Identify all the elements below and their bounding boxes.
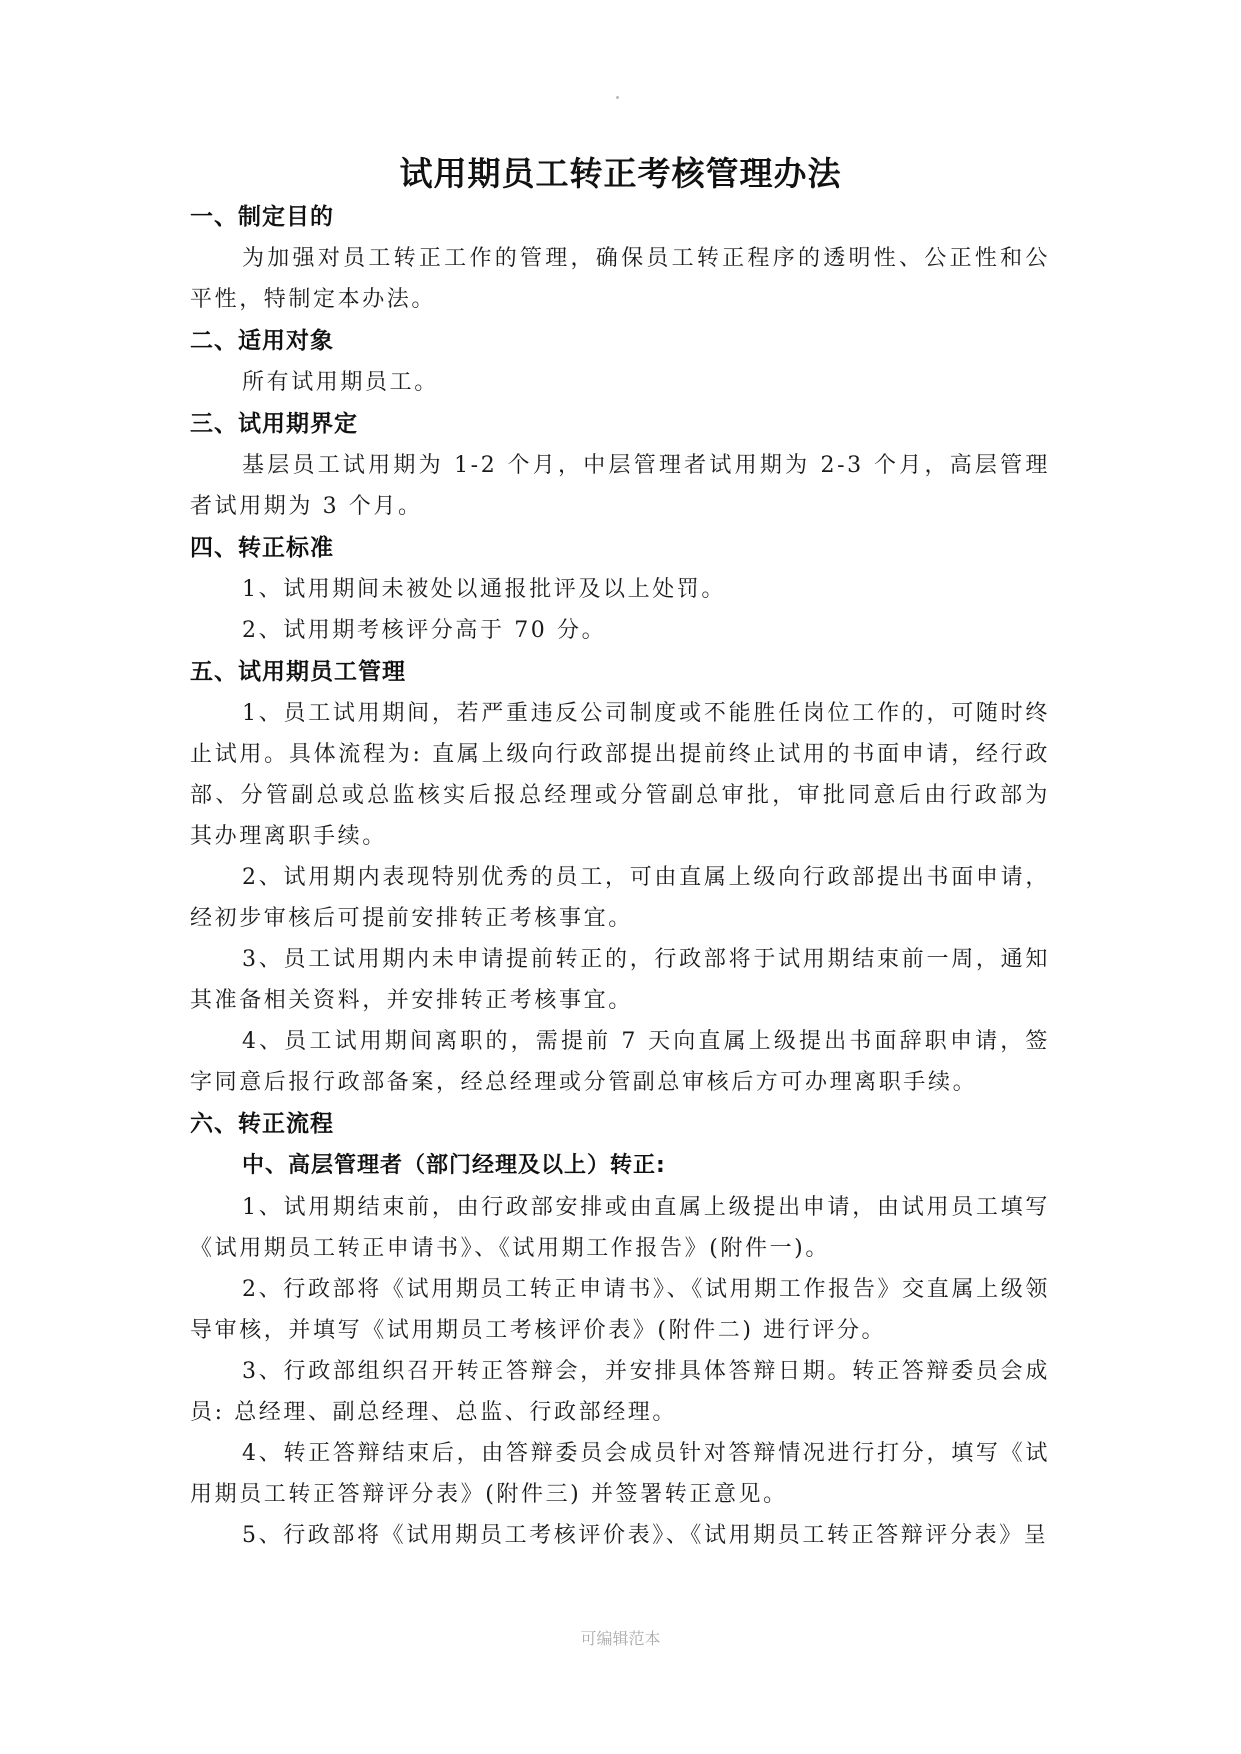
section-heading-management: 五、试用期员工管理 [190,659,406,685]
list-item: 1、员工试用期间，若严重违反公司制度或不能胜任岗位工作的，可随时终止试用。具体流程为: 直属上级向行政部提出提前终止试用的书面申请，经行政部、分管副总或总监核实后报总经理或分管副总审批，审批同意后由行政部为其办理离职手续。 [190,701,1050,849]
list-item: 2、试用期考核评分高于 70 分。 [242,618,607,643]
list-item: 2、试用期内表现特别优秀的员工，可由直属上级向行政部提出书面申请，经初步审核后可提前安排转正考核事宜。 [190,865,1050,931]
list-item: 1、试用期间未被处以通报批评及以上处罚。 [242,577,726,602]
list-item: 5、行政部将《试用期员工考核评价表》、《试用期员工转正答辩评分表》呈 [242,1523,1049,1548]
section-heading-scope: 二、适用对象 [190,328,334,354]
section-heading-criteria: 四、转正标准 [190,535,334,561]
subsection-heading: 中、高层管理者（部门经理及以上）转正: [242,1153,666,1178]
list-item: 2、行政部将《试用期员工转正申请书》、《试用期工作报告》交直属上级领导审核，并填写《试用期员工考核评价表》(附件二) 进行评分。 [190,1277,1050,1343]
section-heading-process: 六、转正流程 [190,1111,334,1137]
section-heading-probation-period: 三、试用期界定 [190,411,358,437]
paragraph: 基层员工试用期为 1-2 个月，中层管理者试用期为 2-3 个月，高层管理者试用期为 3 个月。 [190,453,1050,519]
document-body [190,196,1050,1556]
paragraph: 所有试用期员工。 [242,370,439,395]
list-item: 4、转正答辩结束后，由答辩委员会成员针对答辩情况进行打分，填写《试用期员工转正答辩评分表》(附件三) 并签署转正意见。 [190,1441,1050,1507]
header-mark [616,96,619,99]
paragraph: 为加强对员工转正工作的管理，确保员工转正程序的透明性、公正性和公平性，特制定本办法。 [190,246,1050,312]
page-footer: 可编辑范本 [580,1629,661,1648]
list-item: 3、员工试用期内未申请提前转正的，行政部将于试用期结束前一周，通知其准备相关资料，并安排转正考核事宜。 [190,947,1050,1013]
list-item: 1、试用期结束前，由行政部安排或由直属上级提出申请，由试用员工填写《试用期员工转正申请书》、《试用期工作报告》(附件一)。 [190,1195,1050,1261]
section-heading-purpose: 一、制定目的 [190,204,334,230]
list-item: 3、行政部组织召开转正答辩会，并安排具体答辩日期。转正答辩委员会成员: 总经理、副总经理、总监、行政部经理。 [190,1359,1050,1425]
list-item: 4、员工试用期间离职的，需提前 7 天向直属上级提出书面辞职申请，签字同意后报行政部备案，经总经理或分管副总审核后方可办理离职手续。 [190,1029,1050,1095]
document-title: 试用期员工转正考核管理办法 [399,154,842,193]
